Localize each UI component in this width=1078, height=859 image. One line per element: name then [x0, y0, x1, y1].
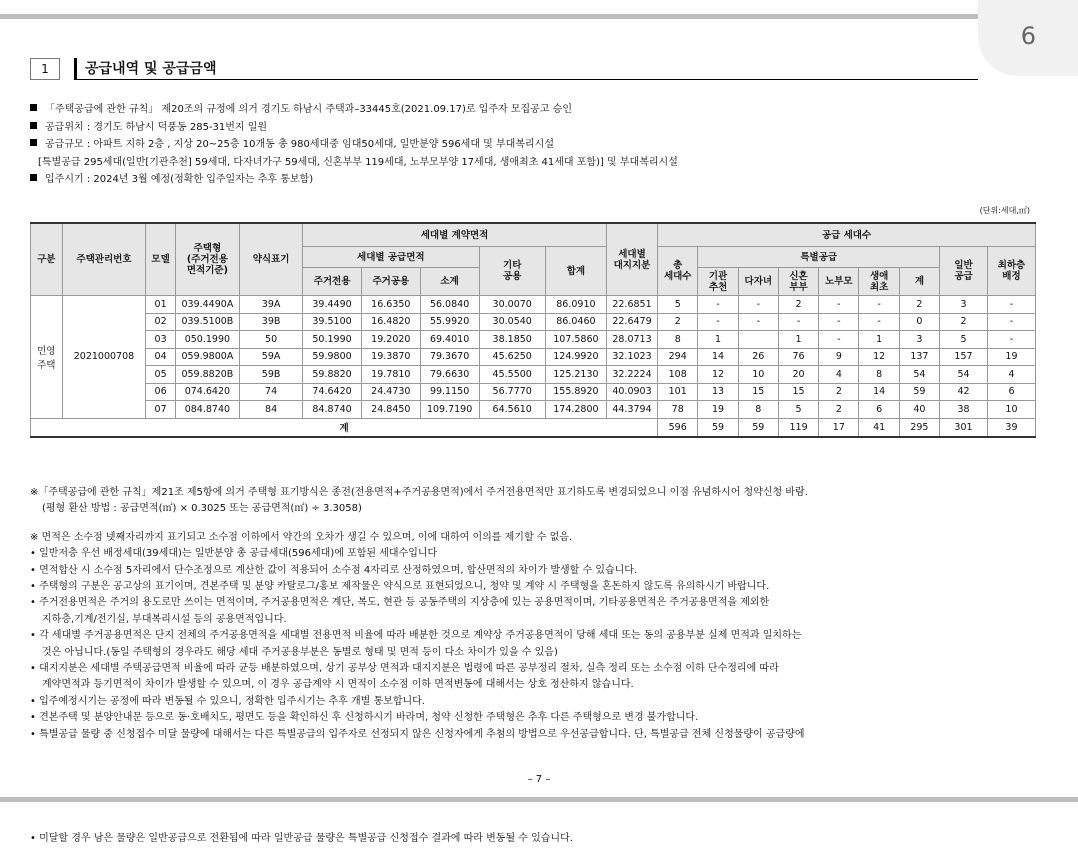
cell-excl: 39.5100 — [303, 313, 362, 331]
cell-lowest: 4 — [987, 366, 1035, 384]
reference-note: ※ 면적은 소수점 넷째자리까지 표기되고 소수점 이하에서 약간의 오차가 생길 수 있으며, 이에 대하여 이의를 제기할 수 없음. — [30, 531, 573, 543]
cell-subtotal: 56.0840 — [420, 296, 479, 314]
cell-subtotal: 55.9920 — [420, 313, 479, 331]
cell-land: 32.2224 — [606, 366, 657, 384]
info-line: 공급규모 : 아파트 지하 2층 , 지상 20~25층 10개동 총 980세대중 임대50세대, 일반분양 596세대 및 부대복리시설 — [30, 136, 1040, 154]
header-excl: 주거전용 — [303, 268, 362, 296]
table-row — [31, 383, 1036, 401]
cell-first: 1 — [859, 331, 899, 349]
cell-multi: - — [738, 313, 778, 331]
cell-model: 06 — [146, 383, 175, 401]
cell-model: 01 — [146, 296, 175, 314]
bullet-note: • 견본주택 및 분양안내문 등으로 동·호배치도, 평면도 등을 확인하신 후 신청하시기 바라며, 청약 신청한 주택형은 추후 다른 주택형으로 변경 불가합니다. — [30, 712, 699, 724]
cell-multi: 26 — [738, 348, 778, 366]
total-elder: 17 — [819, 418, 859, 437]
bullet-note: • 주거전용면적은 주거의 용도로만 쓰이는 면적이며, 주거공용면적은 계단, 복도, 현관 등 공동주택의 지상층에 있는 공용면적이며, 기타공용면적은 주거공용면적을 제외한 — [30, 597, 770, 609]
cell-inst: - — [698, 296, 738, 314]
header-inst: 기관 추천 — [698, 268, 738, 296]
header-sum: 합계 — [545, 247, 606, 296]
total-lowest: 39 — [987, 418, 1035, 437]
cell-mark: 50 — [240, 331, 303, 349]
cell-sum: 124.9920 — [545, 348, 606, 366]
cell-elder: 2 — [819, 401, 859, 419]
header-multi: 다자녀 — [738, 268, 778, 296]
total-newlywed: 119 — [778, 418, 818, 437]
cell-multi: 10 — [738, 366, 778, 384]
section-header — [30, 58, 978, 80]
continued-note: • 미달할 경우 남은 물량은 일반공급으로 전환됨에 따라 일반공급 물량은 특별공급 신청접수 결과에 따라 변동될 수 있습니다. — [30, 833, 573, 844]
cell-first: - — [859, 313, 899, 331]
cell-sp_total: 137 — [899, 348, 939, 366]
cell-subtotal: 99.1150 — [420, 383, 479, 401]
cell-common: 24.4730 — [361, 383, 420, 401]
bullet-note: • 대지지분은 세대별 주택공급면적 비율에 따라 균등 배분하였으며, 상기 공부상 면적과 대지지분은 법령에 따른 공부정리 절차, 실측 정리 또는 소수점 이하 단수정리에 따라 — [30, 663, 779, 675]
table-row — [31, 348, 1036, 366]
cell-inst: - — [698, 313, 738, 331]
cell-first: 6 — [859, 401, 899, 419]
cell-other: 45.5500 — [479, 366, 545, 384]
table-row — [31, 313, 1036, 331]
cell-sp_total: 2 — [899, 296, 939, 314]
cell-subtotal: 109.7190 — [420, 401, 479, 419]
info-line: 공급위치 : 경기도 하남시 덕풍동 285-31번지 일원 — [30, 119, 1040, 137]
cell-newlywed: 5 — [778, 401, 818, 419]
header-general: 일반 공급 — [940, 247, 988, 296]
cell-sum: 174.2800 — [545, 401, 606, 419]
header-other: 기타 공용 — [479, 247, 545, 296]
cell-multi — [738, 331, 778, 349]
cell-total: 78 — [658, 401, 698, 419]
cell-sum: 86.0460 — [545, 313, 606, 331]
cell-multi: 15 — [738, 383, 778, 401]
cell-inst: 13 — [698, 383, 738, 401]
header-model: 모델 — [146, 223, 175, 296]
cell-land: 28.0713 — [606, 331, 657, 349]
total-first: 41 — [859, 418, 899, 437]
cell-general: 54 — [940, 366, 988, 384]
supply-table — [30, 222, 1036, 438]
cell-other: 45.6250 — [479, 348, 545, 366]
cell-common: 19.2020 — [361, 331, 420, 349]
cell-sp_total: 54 — [899, 366, 939, 384]
cell-model: 02 — [146, 313, 175, 331]
cell-land: 44.3794 — [606, 401, 657, 419]
bullet-note: • 주택형의 구분은 공고상의 표기이며, 견본주택 및 분양 카탈로그/홍보 제작물은 약식으로 표현되었으니, 청약 및 계약 시 주택형을 혼돈하지 않도록 유의하시기 바랍니다. — [30, 581, 770, 593]
cell-other: 38.1850 — [479, 331, 545, 349]
cell-model: 04 — [146, 348, 175, 366]
cell-subtotal: 79.6630 — [420, 366, 479, 384]
bullet-note: • 면적합산 시 소수점 5자리에서 단수조정으로 계산한 값이 적용되어 소수점 4자리로 산정하였으며, 합산면적의 차이가 발생할 수 있습니다. — [30, 564, 638, 576]
cell-first: - — [859, 296, 899, 314]
cell-newlywed: - — [778, 313, 818, 331]
cell-lowest: - — [987, 296, 1035, 314]
cell-general: 2 — [940, 313, 988, 331]
notes — [30, 485, 1040, 743]
cell-general: 5 — [940, 331, 988, 349]
cell-general: 3 — [940, 296, 988, 314]
total-sp_total: 295 — [899, 418, 939, 437]
header-elder: 노부모 — [819, 268, 859, 296]
info-line: 「주택공급에 관한 규칙」 제20조의 규정에 의거 경기도 하남시 주택과–33445호(2021.09.17)로 입주자 모집공고 승인 — [30, 101, 1040, 119]
header-total-units: 총 세대수 — [658, 247, 698, 296]
cell-inst: 1 — [698, 331, 738, 349]
cell-inst: 12 — [698, 366, 738, 384]
cell-type: 084.8740 — [175, 401, 239, 419]
bullet-note: • 일반저층 우선 배정세대(39세대)는 일반분양 총 공급세대(596세대)에 포함된 세대수입니다 — [30, 548, 438, 560]
cell-newlywed: 15 — [778, 383, 818, 401]
cell-newlywed: 76 — [778, 348, 818, 366]
cell-lowest: - — [987, 313, 1035, 331]
cell-total: 2 — [658, 313, 698, 331]
total-general: 301 — [940, 418, 988, 437]
cell-common: 24.8450 — [361, 401, 420, 419]
supply-info — [30, 101, 1040, 189]
cell-lowest: 6 — [987, 383, 1035, 401]
note-continuation: 지하층,기계/전기실, 부대복리시설 등의 공용면적입니다. — [42, 613, 287, 625]
cell-type: 039.4490A — [175, 296, 239, 314]
cell-total: 108 — [658, 366, 698, 384]
total-total: 596 — [658, 418, 698, 437]
cell-land: 40.0903 — [606, 383, 657, 401]
header-first: 생애 최초 — [859, 268, 899, 296]
cell-mark: 84 — [240, 401, 303, 419]
cell-land: 22.6479 — [606, 313, 657, 331]
cell-lowest: 19 — [987, 348, 1035, 366]
note-continuation: 것은 아닙니다.(동일 주택형의 경우라도 해당 세대 주거공용부분은 동별로 형태 및 면적 등이 다소 차이가 있을 수 있음) — [42, 646, 558, 658]
header-common: 주거공용 — [361, 268, 420, 296]
cell-sp_total: 0 — [899, 313, 939, 331]
note-gap — [30, 518, 1040, 530]
cell-sum: 155.8920 — [545, 383, 606, 401]
cell-sum: 107.5860 — [545, 331, 606, 349]
cell-model: 03 — [146, 331, 175, 349]
cell-first: 8 — [859, 366, 899, 384]
header-house-no: 주택관리번호 — [62, 223, 146, 296]
cell-type: 050.1990 — [175, 331, 239, 349]
cell-model: 07 — [146, 401, 175, 419]
square-bullet-icon — [30, 139, 37, 146]
section-title: 공급내역 및 공급금액 — [74, 58, 978, 80]
total-label: 계 — [31, 418, 658, 437]
header-special: 특별공급 — [698, 247, 940, 268]
cell-sum: 86.0910 — [545, 296, 606, 314]
cell-elder: - — [819, 296, 859, 314]
cell-type: 074.6420 — [175, 383, 239, 401]
cell-inst: 14 — [698, 348, 738, 366]
header-newlywed: 신혼 부부 — [778, 268, 818, 296]
cell-sp_total: 40 — [899, 401, 939, 419]
cell-multi: 8 — [738, 401, 778, 419]
cell-sum: 125.2130 — [545, 366, 606, 384]
cell-elder: - — [819, 313, 859, 331]
cell-general: 157 — [940, 348, 988, 366]
cell-general: 42 — [940, 383, 988, 401]
cell-common: 19.3870 — [361, 348, 420, 366]
cell-total: 294 — [658, 348, 698, 366]
header-land: 세대별 대지지분 — [606, 223, 657, 296]
cell-first: 14 — [859, 383, 899, 401]
cell-subtotal: 79.3670 — [420, 348, 479, 366]
cell-inst: 19 — [698, 401, 738, 419]
cell-common: 16.6350 — [361, 296, 420, 314]
group-label: 민영 주택 — [31, 296, 63, 419]
cell-mark: 74 — [240, 383, 303, 401]
info-line: 입주시기 : 2024년 3월 예정(정확한 입주일자는 추후 통보함) — [30, 171, 1040, 189]
cell-newlywed: 20 — [778, 366, 818, 384]
cell-total: 5 — [658, 296, 698, 314]
cell-elder: 9 — [819, 348, 859, 366]
total-inst: 59 — [698, 418, 738, 437]
cell-sp_total: 3 — [899, 331, 939, 349]
bullet-note: • 각 세대별 주거공용면적은 단지 전체의 주거공용면적을 세대별 전용면적 비율에 따라 배분한 것으로 계약상 주거공용면적이 당해 세대 또는 동의 공용부분 실제 면적과 일치하는 — [30, 630, 802, 642]
cell-elder: 4 — [819, 366, 859, 384]
cell-newlywed: 1 — [778, 331, 818, 349]
cell-land: 22.6851 — [606, 296, 657, 314]
cell-excl: 59.8820 — [303, 366, 362, 384]
cell-other: 56.7770 — [479, 383, 545, 401]
cell-mark: 59B — [240, 366, 303, 384]
bullet-note: • 특별공급 물량 중 신청접수 미달 물량에 대해서는 다른 특별공급의 입주자로 선정되지 않은 신청자에게 추첨의 방법으로 우선공급합니다. 단, 특별공급 전체 신청물량이 공급량에 — [30, 728, 805, 740]
header-type: 주택형 (주거전용 면적기준) — [175, 223, 239, 296]
cell-land: 32.1023 — [606, 348, 657, 366]
footer-page-number: – 7 – — [527, 774, 551, 785]
header-lowest: 최하층 배정 — [987, 247, 1035, 296]
table-row — [31, 366, 1036, 384]
header-gubun: 구분 — [31, 223, 63, 296]
cell-excl: 74.6420 — [303, 383, 362, 401]
total-multi: 59 — [738, 418, 778, 437]
cell-model: 05 — [146, 366, 175, 384]
table-row — [31, 296, 1036, 314]
note-continuation: 계약면적과 등기면적이 차이가 발생할 수 있으며, 이 경우 공급계약 시 면적이 소수점 이하 면적변동에 대해서는 상호 정산하지 않습니다. — [42, 679, 634, 691]
header-contract-area: 세대별 계약면적 — [303, 223, 607, 247]
note-continuation: (평형 환산 방법 : 공급면적(㎡) × 0.3025 또는 공급면적(㎡) ÷ 3.3058) — [42, 503, 362, 515]
cell-excl: 59.9800 — [303, 348, 362, 366]
cell-other: 30.0070 — [479, 296, 545, 314]
cell-common: 19.7810 — [361, 366, 420, 384]
bullet-note: • 입주예정시기는 공정에 따라 변동될 수 있으니, 정확한 입주시기는 추후 개별 통보합니다. — [30, 695, 425, 707]
cell-lowest: - — [987, 331, 1035, 349]
house-number: 2021000708 — [62, 296, 146, 419]
cell-excl: 84.8740 — [303, 401, 362, 419]
cell-mark: 59A — [240, 348, 303, 366]
cell-type: 059.8820B — [175, 366, 239, 384]
reference-note: ※「주택공급에 관한 규칙」제21조 제5항에 의거 주택형 표기방식은 종전(전용면적+주거공용면적)에서 주거전용면적만 표기하도록 변경되었으니 이점 유념하시어 청약신청 바람. — [30, 487, 808, 498]
cell-sp_total: 59 — [899, 383, 939, 401]
cell-common: 16.4820 — [361, 313, 420, 331]
cell-multi: - — [738, 296, 778, 314]
cell-total: 8 — [658, 331, 698, 349]
top-divider — [0, 14, 1078, 19]
cell-mark: 39A — [240, 296, 303, 314]
square-bullet-icon — [30, 122, 37, 129]
table-row — [31, 331, 1036, 349]
unit-label: (단위:세대,㎡) — [979, 206, 1030, 215]
cell-type: 039.5100B — [175, 313, 239, 331]
cell-excl: 50.1990 — [303, 331, 362, 349]
cell-other: 30.0540 — [479, 313, 545, 331]
cell-elder: - — [819, 331, 859, 349]
section-number: 1 — [30, 58, 60, 80]
square-bullet-icon — [30, 174, 37, 181]
header-subtotal: 소계 — [420, 268, 479, 296]
page-number: 6 — [1020, 22, 1036, 50]
header-mark: 약식표기 — [240, 223, 303, 296]
cell-general: 38 — [940, 401, 988, 419]
total-row — [31, 418, 1036, 437]
header-supply-count: 공급 세대수 — [658, 223, 1036, 247]
cell-total: 101 — [658, 383, 698, 401]
cell-mark: 39B — [240, 313, 303, 331]
header-supply-area: 세대별 공급면적 — [303, 247, 479, 268]
cell-lowest: 10 — [987, 401, 1035, 419]
bottom-divider — [0, 797, 1078, 802]
cell-elder: 2 — [819, 383, 859, 401]
cell-type: 059.9800A — [175, 348, 239, 366]
header-sp-total: 계 — [899, 268, 939, 296]
cell-first: 12 — [859, 348, 899, 366]
square-bullet-icon — [30, 104, 37, 111]
info-line: [특별공급 295세대(일반[기관추천] 59세대, 다자녀가구 59세대, 신혼부부 119세대, 노부모부양 17세대, 생애최초 41세대 포함)] 및 부대복리시설 — [38, 156, 678, 168]
table-row — [31, 401, 1036, 419]
cell-newlywed: 2 — [778, 296, 818, 314]
cell-subtotal: 69.4010 — [420, 331, 479, 349]
cell-other: 64.5610 — [479, 401, 545, 419]
cell-excl: 39.4490 — [303, 296, 362, 314]
